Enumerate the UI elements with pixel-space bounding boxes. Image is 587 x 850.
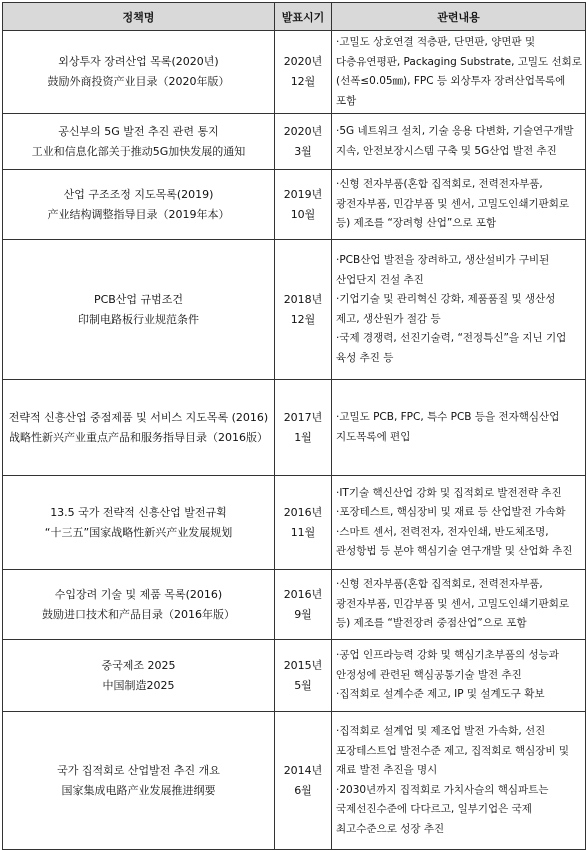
policy-name-cell [3,570,275,640]
header-content: 관련내용 [332,3,586,31]
table-row [3,712,586,850]
date-year: 2015년 [283,658,323,672]
policy-name-zh: 鼓励进口技术和产品目录（2016年版） [42,607,235,621]
policy-name-zh: 工业和信息化部关于推动5G加快发展的通知 [31,144,246,158]
policy-name-ko: 외상투자 장려산업 목록(2020년) [58,55,219,68]
content-item: ·고밀도 PCB, FPC, 특수 PCB 등을 전자핵심산업 지도목록에 편입 [336,411,560,443]
date-year: 2020년 [283,55,323,68]
table-row [3,170,586,240]
table-row [3,380,586,476]
policy-name-ko: 산업 구조조정 지도목록(2019) [63,187,214,201]
policy-name-ko: 공신부의 5G 발전 추진 관련 통지 [58,124,219,138]
policy-name-cell [3,170,275,240]
policy-name-ko: 수입장려 기술 및 제품 목록(2016) [54,587,223,601]
policy-name-ko: 국가 집적회로 산업발전 추진 개요 [57,763,220,777]
policy-name-ko: 전략적 신흥산업 중점제품 및 서비스 지도목록 (2016) [8,410,269,424]
policy-name-zh: “十三五”国家战略性新兴产业发展规划 [44,525,233,539]
policy-name-zh: 印制电路板行业规范条件 [78,312,199,326]
date-year: 2018년 [283,292,323,306]
policy-name-cell [3,114,275,170]
date-month: 10월 [290,207,316,221]
content-cell [332,476,586,570]
date-cell [275,640,332,712]
content-item: ·IT기술 핵신산업 강화 및 집적회로 발전전략 추진 [336,486,562,499]
date-month: 9월 [294,607,312,621]
content-cell [332,712,586,850]
table-row [3,640,586,712]
table-row [3,31,586,114]
content-item: ·2030년까지 집적회로 가치사슬의 핵심파트는 국제선진수준에 다다르고, 일부기업은 국제 최고수준으로 성장 추진 [336,783,549,835]
date-month: 5월 [294,678,312,692]
content-item: ·집적회로 설계업 및 제조업 발전 가속화, 선진 포장테스트업 발전수준 제고, 집적회로 핵심장비 및 재료 발전 추진을 명시 [336,725,570,776]
date-year: 2019년 [283,187,323,201]
content-item: ·신형 전자부품(혼합 집적회로, 전력전자부품, 광전자부품, 민감부품 및 센서, 고밀도인쇄기판회로 등) 제조를 “발전장려 중점산업”으로 포함 [336,578,570,630]
date-cell [275,570,332,640]
policy-name-ko: PCB산업 규범조건 [93,292,184,306]
date-month: 12월 [290,75,316,88]
policy-name-cell [3,712,275,850]
date-year: 2020년 [283,124,323,138]
date-cell [275,240,332,380]
date-year: 2016년 [283,587,323,601]
header-policy: 정책명 [3,3,275,31]
date-cell [275,114,332,170]
policy-name-zh: 战略性新兴产业重点产品和服务指导目录（2016版） [9,430,268,444]
table-row [3,240,586,380]
policy-name-zh: 国家集成电路产业发展推进纲要 [61,783,216,797]
date-month: 1월 [294,430,312,444]
policy-name-zh: 中国制造2025 [102,678,175,692]
content-item: ·스마트 센서, 전력전자, 전자인쇄, 반도체조명, 관성항법 등 분야 핵심기술 연구개발 및 산업화 추진 [336,525,573,557]
policy-name-zh: 产业结构调整指导目录（2019年本） [47,207,230,221]
content-cell [332,240,586,380]
policy-name-cell [3,476,275,570]
date-year: 2014년 [283,763,323,777]
date-year: 2016년 [283,505,323,519]
content-cell [332,640,586,712]
table-row [3,476,586,570]
content-item: ·고밀도 상호연결 적층판, 단면판, 양면판 및 다층유연평판, Packaging Substrate, 고밀도 선회로(선폭≤0.05㎜), FPC 등 외상투자 장려산업목록에 포함 [336,36,582,107]
table-row [3,570,586,640]
date-year: 2017년 [283,410,323,424]
date-cell [275,476,332,570]
date-month: 12월 [290,312,316,326]
content-cell [332,170,586,240]
date-cell [275,712,332,850]
content-cell [332,380,586,476]
policy-name-zh: 鼓励外商投资产业目录（2020年版） [47,75,230,88]
table-row [3,114,586,170]
date-cell [275,380,332,476]
content-item: ·포장테스트, 핵심장비 및 재료 등 산업발전 가속화 [336,506,566,518]
content-item: ·국제 경쟁력, 선진기술력, “전정특신”을 지닌 기업 육성 추진 등 [336,332,567,364]
policy-name-cell [3,240,275,380]
date-cell [275,31,332,114]
policy-name-ko: 13.5 국가 전략적 신흥산업 발전규획 [50,505,227,519]
content-item: ·기업기술 및 관리혁신 강화, 제품품질 및 생산성 제고, 생산원가 절감 등 [336,293,556,325]
policy-name-ko: 중국제조 2025 [101,658,176,672]
content-cell [332,570,586,640]
content-item: ·PCB산업 발전을 장려하고, 생산설비가 구비된 산업단지 건설 추진 [336,254,550,286]
content-item: ·5G 네트워크 설치, 기술 응용 다변화, 기술연구개발 지속, 안전보장시스템 구축 및 5G산업 발전 추진 [336,125,574,157]
policy-name-cell [3,640,275,712]
policy-name-cell [3,31,275,114]
date-month: 6월 [294,783,312,797]
date-month: 3월 [294,144,312,158]
header-date: 발표시기 [275,3,332,31]
content-cell [332,114,586,170]
content-item: ·집적회로 설계수준 제고, IP 및 설계도구 확보 [336,688,545,701]
content-cell [332,31,586,114]
policy-table [2,2,586,850]
date-month: 11월 [290,525,316,539]
date-cell [275,170,332,240]
content-item: ·신형 전자부품(혼합 집적회로, 전력전자부품, 광전자부품, 민감부품 및 센서, 고밀도인쇄기판회로 등) 제조를 “장려형 산업”으로 포함 [336,178,570,230]
content-item: ·공업 인프라능력 강화 및 핵심기초부품의 성능과 안정성에 관련된 핵심공통기술 발전 추진 [336,649,559,681]
policy-name-cell [3,380,275,476]
header-row [3,3,586,31]
